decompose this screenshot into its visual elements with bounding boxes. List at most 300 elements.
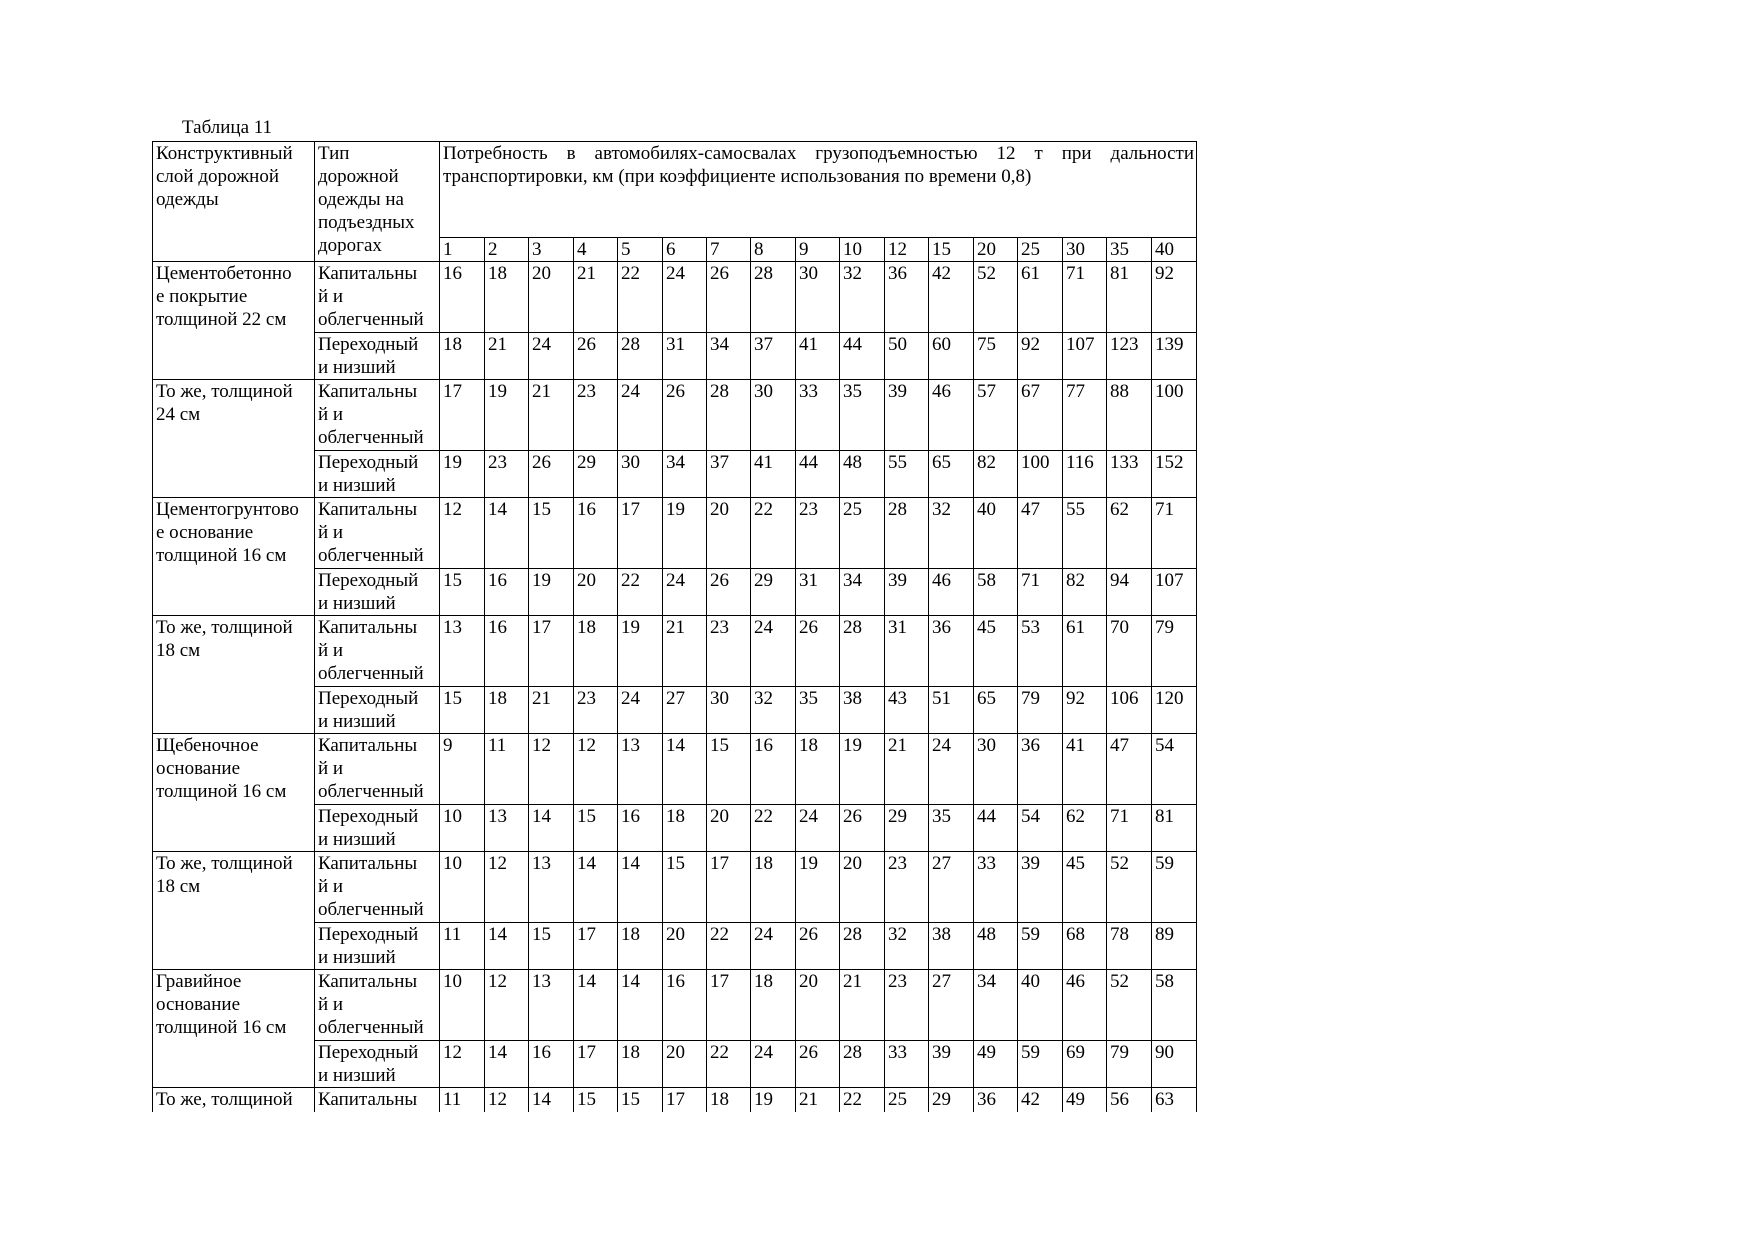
value-cell: 18 [663,805,707,852]
layer-line: основание [156,994,240,1015]
value-cell: 26 [707,262,751,333]
value-cell: 23 [885,970,929,1041]
value-cell: 36 [1018,734,1063,805]
value-cell: 26 [707,569,751,616]
value-cell: 107 [1152,569,1197,616]
value-cell: 15 [707,734,751,805]
type-line: Переходный [318,452,419,473]
type-cell-capital [315,970,440,1041]
value-cell: 60 [929,333,974,380]
value-cell: 17 [618,498,663,569]
value-cell: 69 [1063,1041,1107,1088]
distance-cell: 4 [574,238,618,262]
distance-cell: 30 [1063,238,1107,262]
type-line: Переходный [318,1042,419,1063]
layer-cell [153,970,315,1088]
value-cell: 22 [840,1088,885,1113]
value-cell: 34 [663,451,707,498]
value-cell: 24 [663,262,707,333]
value-cell: 63 [1152,1088,1197,1113]
distance-cell: 9 [796,238,840,262]
type-line: облегченный [318,427,424,448]
value-cell: 30 [707,687,751,734]
value-cell: 22 [618,569,663,616]
type-line: Переходный [318,806,419,827]
value-cell: 55 [885,451,929,498]
value-cell: 21 [574,262,618,333]
value-cell: 42 [1018,1088,1063,1113]
value-cell: 13 [529,970,574,1041]
header-layer-line: Конструктивный [156,143,293,164]
value-cell: 19 [663,498,707,569]
value-cell: 23 [796,498,840,569]
value-cell: 41 [1063,734,1107,805]
value-cell: 44 [840,333,885,380]
value-cell: 41 [751,451,796,498]
layer-cell [153,852,315,970]
type-cell-capital [315,734,440,805]
value-cell: 16 [485,616,529,687]
value-cell: 21 [529,687,574,734]
value-cell: 14 [574,852,618,923]
value-cell: 18 [440,333,485,380]
value-cell: 54 [1018,805,1063,852]
value-cell: 22 [618,262,663,333]
type-line: й и [318,876,344,897]
type-cell-capital [315,262,440,333]
type-line: Капитальны [318,971,418,992]
type-line: Капитальны [318,381,418,402]
value-cell: 14 [618,970,663,1041]
value-cell: 26 [796,616,840,687]
header-type [315,142,440,262]
type-line: и низший [318,475,396,496]
value-cell: 12 [440,498,485,569]
value-cell: 79 [1018,687,1063,734]
value-cell: 17 [440,380,485,451]
value-cell: 39 [885,569,929,616]
header-row [153,142,1197,238]
value-cell: 18 [618,1041,663,1088]
value-cell: 46 [1063,970,1107,1041]
distance-cell: 3 [529,238,574,262]
value-cell: 32 [885,923,929,970]
type-line: Переходный [318,688,419,709]
value-cell: 28 [707,380,751,451]
value-cell: 18 [751,852,796,923]
value-cell: 18 [707,1088,751,1113]
value-cell: 16 [751,734,796,805]
table-row [153,616,1197,687]
distance-cell: 12 [885,238,929,262]
type-line: облегченный [318,781,424,802]
value-cell: 22 [751,805,796,852]
value-cell: 29 [751,569,796,616]
value-cell: 24 [929,734,974,805]
value-cell: 19 [529,569,574,616]
value-cell: 12 [485,1088,529,1113]
value-cell: 47 [1018,498,1063,569]
layer-cell [153,616,315,734]
value-cell: 38 [929,923,974,970]
value-cell: 18 [618,923,663,970]
value-cell: 35 [840,380,885,451]
value-cell: 26 [574,333,618,380]
value-cell: 24 [618,380,663,451]
value-cell: 81 [1107,262,1152,333]
value-cell: 21 [885,734,929,805]
value-cell: 52 [974,262,1018,333]
value-cell: 54 [1152,734,1197,805]
value-cell: 17 [707,970,751,1041]
value-cell: 48 [840,451,885,498]
value-cell: 89 [1152,923,1197,970]
value-cell: 58 [1152,970,1197,1041]
value-cell: 40 [1018,970,1063,1041]
value-cell: 61 [1063,616,1107,687]
type-line: облегченный [318,545,424,566]
value-cell: 39 [1018,852,1063,923]
value-cell: 33 [796,380,840,451]
table-row [153,380,1197,451]
value-cell: 46 [929,380,974,451]
value-cell: 21 [840,970,885,1041]
value-cell: 14 [618,852,663,923]
value-cell: 39 [885,380,929,451]
distance-cell: 5 [618,238,663,262]
layer-line: Цементобетонно [156,263,292,284]
type-line: и низший [318,1065,396,1086]
value-cell: 23 [885,852,929,923]
value-cell: 59 [1018,923,1063,970]
distance-cell: 35 [1107,238,1152,262]
value-cell: 133 [1107,451,1152,498]
value-cell: 59 [1152,852,1197,923]
value-cell: 24 [663,569,707,616]
distance-cell: 10 [840,238,885,262]
header-type-line: одежды на [318,189,404,210]
value-cell: 45 [1063,852,1107,923]
type-cell-capital [315,498,440,569]
type-line: й и [318,640,344,661]
layer-line: 24 см [156,404,201,425]
value-cell: 19 [440,451,485,498]
type-cell-capital [315,380,440,451]
value-cell: 68 [1063,923,1107,970]
header-type-line: дорогах [318,235,382,256]
value-cell: 32 [840,262,885,333]
value-cell: 17 [707,852,751,923]
distance-cell: 20 [974,238,1018,262]
type-cell-transitional [315,923,440,970]
value-cell: 43 [885,687,929,734]
value-cell: 12 [440,1041,485,1088]
layer-line: толщиной 16 см [156,781,287,802]
value-cell: 92 [1152,262,1197,333]
layer-line: е покрытие [156,286,248,307]
value-cell: 33 [974,852,1018,923]
layer-line: Цементогрунтово [156,499,299,520]
value-cell: 42 [929,262,974,333]
value-cell: 79 [1107,1041,1152,1088]
value-cell: 70 [1107,616,1152,687]
value-cell: 30 [751,380,796,451]
type-line: Капитальны [318,735,418,756]
value-cell: 27 [929,852,974,923]
type-line: и низший [318,829,396,850]
value-cell: 20 [840,852,885,923]
value-cell: 31 [885,616,929,687]
value-cell: 37 [707,451,751,498]
value-cell: 28 [618,333,663,380]
value-cell: 14 [529,805,574,852]
table-row-partial [153,1088,1197,1113]
distance-cell: 15 [929,238,974,262]
value-cell: 24 [618,687,663,734]
value-cell: 59 [1018,1041,1063,1088]
value-cell: 29 [574,451,618,498]
value-cell: 14 [663,734,707,805]
value-cell: 44 [974,805,1018,852]
value-cell: 23 [485,451,529,498]
value-cell: 13 [440,616,485,687]
value-cell: 152 [1152,451,1197,498]
value-cell: 10 [440,852,485,923]
value-cell: 100 [1152,380,1197,451]
value-cell: 27 [663,687,707,734]
type-cell-transitional [315,805,440,852]
type-line: й и [318,404,344,425]
value-cell: 46 [929,569,974,616]
value-cell: 12 [574,734,618,805]
layer-line: е основание [156,522,254,543]
value-cell: 18 [751,970,796,1041]
type-line: й и [318,758,344,779]
header-layer-line: слой дорожной [156,166,279,187]
type-line: й и [318,522,344,543]
layer-cell [153,498,315,616]
value-cell: 24 [751,1041,796,1088]
requirements-table [152,141,1197,1112]
value-cell: 26 [840,805,885,852]
value-cell: 17 [574,923,618,970]
value-cell: 12 [485,852,529,923]
value-cell: 30 [974,734,1018,805]
value-cell: 20 [574,569,618,616]
layer-line: То же, толщиной [156,853,293,874]
layer-line: толщиной 16 см [156,1017,287,1038]
value-cell: 71 [1018,569,1063,616]
value-cell: 92 [1018,333,1063,380]
value-cell: 14 [485,1041,529,1088]
value-cell: 58 [974,569,1018,616]
value-cell: 20 [707,498,751,569]
value-cell: 41 [796,333,840,380]
type-cell-transitional [315,333,440,380]
value-cell: 34 [707,333,751,380]
table-caption: Таблица 11 [182,117,273,138]
value-cell: 18 [796,734,840,805]
value-cell: 11 [440,923,485,970]
value-cell: 16 [663,970,707,1041]
value-cell: 15 [440,569,485,616]
value-cell: 14 [529,1088,574,1113]
value-cell: 56 [1107,1088,1152,1113]
type-line: Капитальны [318,853,418,874]
layer-line: Гравийное [156,971,242,992]
value-cell: 94 [1107,569,1152,616]
layer-line: 18 см [156,876,201,897]
type-cell-transitional [315,1041,440,1088]
value-cell: 25 [885,1088,929,1113]
value-cell: 67 [1018,380,1063,451]
value-cell: 31 [796,569,840,616]
value-cell: 53 [1018,616,1063,687]
value-cell: 90 [1152,1041,1197,1088]
table-row [153,498,1197,569]
value-cell: 52 [1107,852,1152,923]
value-cell: 24 [529,333,574,380]
value-cell: 16 [574,498,618,569]
value-cell: 62 [1107,498,1152,569]
value-cell: 100 [1018,451,1063,498]
type-line: й и [318,994,344,1015]
value-cell: 52 [1107,970,1152,1041]
value-cell: 71 [1107,805,1152,852]
value-cell: 17 [529,616,574,687]
table-row [153,852,1197,923]
type-cell-transitional [315,569,440,616]
layer-line: основание [156,758,240,779]
value-cell: 77 [1063,380,1107,451]
value-cell: 21 [485,333,529,380]
layer-line: То же, толщиной [156,381,293,402]
type-line: Переходный [318,570,419,591]
table-row [153,970,1197,1041]
value-cell: 75 [974,333,1018,380]
value-cell: 20 [663,923,707,970]
table-row [153,262,1197,333]
value-cell: 15 [574,1088,618,1113]
type-line: й и [318,286,344,307]
distance-cell: 25 [1018,238,1063,262]
value-cell: 15 [529,498,574,569]
distance-cell: 8 [751,238,796,262]
header-type-line: дорожной [318,166,399,187]
value-cell: 116 [1063,451,1107,498]
distance-cell: 7 [707,238,751,262]
type-line: Капитальны [318,617,418,638]
value-cell: 62 [1063,805,1107,852]
type-line: Переходный [318,924,419,945]
value-cell: 24 [796,805,840,852]
value-cell: 10 [440,805,485,852]
value-cell: 35 [929,805,974,852]
value-cell: 30 [618,451,663,498]
value-cell: 13 [485,805,529,852]
type-line: и низший [318,593,396,614]
value-cell: 92 [1063,687,1107,734]
value-cell: 107 [1063,333,1107,380]
value-cell: 21 [529,380,574,451]
value-cell: 78 [1107,923,1152,970]
value-cell: 71 [1063,262,1107,333]
value-cell: 71 [1152,498,1197,569]
value-cell: 19 [485,380,529,451]
value-cell: 19 [618,616,663,687]
value-cell: 21 [796,1088,840,1113]
value-cell: 123 [1107,333,1152,380]
value-cell: 79 [1152,616,1197,687]
value-cell: 139 [1152,333,1197,380]
value-cell: 36 [929,616,974,687]
value-cell: 88 [1107,380,1152,451]
value-cell: 22 [751,498,796,569]
value-cell: 49 [974,1041,1018,1088]
layer-cell [153,262,315,380]
value-cell: 16 [618,805,663,852]
header-layer [153,142,315,262]
value-cell: 61 [1018,262,1063,333]
value-cell: 23 [574,380,618,451]
value-cell: 37 [751,333,796,380]
value-cell: 34 [840,569,885,616]
value-cell: 18 [485,262,529,333]
value-cell: 20 [796,970,840,1041]
value-cell: 20 [707,805,751,852]
type-cell-capital: Капитальны [315,1088,440,1113]
type-line: облегченный [318,1017,424,1038]
type-cell-transitional [315,687,440,734]
distance-cell: 2 [485,238,529,262]
layer-line: толщиной 22 см [156,309,287,330]
layer-cell [153,734,315,852]
type-line: облегченный [318,309,424,330]
value-cell: 51 [929,687,974,734]
value-cell: 26 [663,380,707,451]
value-cell: 17 [663,1088,707,1113]
value-cell: 14 [574,970,618,1041]
value-cell: 21 [663,616,707,687]
value-cell: 82 [1063,569,1107,616]
value-cell: 23 [707,616,751,687]
value-cell: 16 [440,262,485,333]
value-cell: 32 [929,498,974,569]
layer-cell [153,380,315,498]
header-type-line: Тип [318,143,350,164]
value-cell: 26 [796,923,840,970]
table-row [153,734,1197,805]
value-cell: 120 [1152,687,1197,734]
value-cell: 28 [840,616,885,687]
value-cell: 14 [485,498,529,569]
value-cell: 25 [840,498,885,569]
value-cell: 23 [574,687,618,734]
value-cell: 22 [707,1041,751,1088]
value-cell: 20 [529,262,574,333]
value-cell: 35 [796,687,840,734]
type-line: Капитальны [318,499,418,520]
value-cell: 48 [974,923,1018,970]
layer-line: Щебеночное [156,735,259,756]
value-cell: 55 [1063,498,1107,569]
value-cell: 28 [751,262,796,333]
layer-line: 18 см [156,640,201,661]
value-cell: 57 [974,380,1018,451]
type-line: и низший [318,947,396,968]
type-cell-capital [315,616,440,687]
value-cell: 36 [974,1088,1018,1113]
